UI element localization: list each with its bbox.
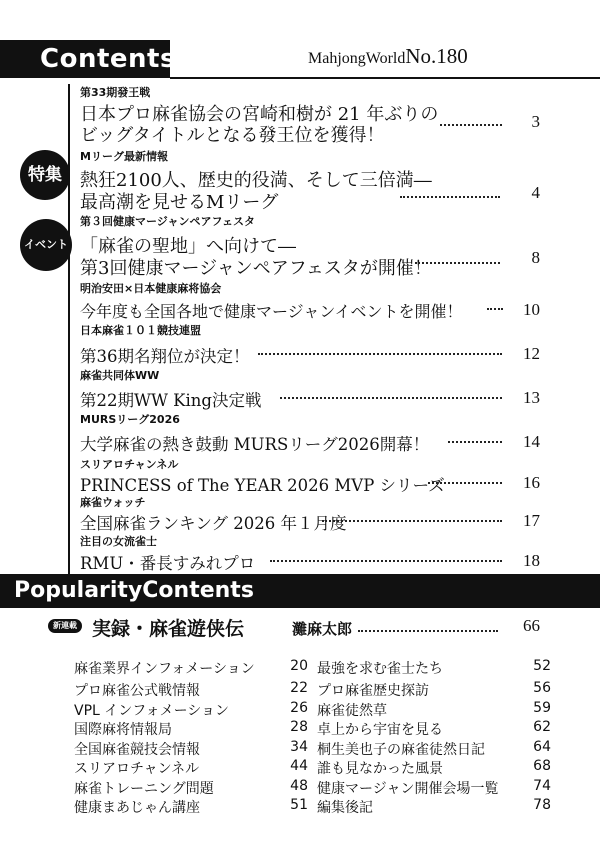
dot-leader (448, 441, 502, 443)
popularity-item[interactable]: VPL インフォメーション (74, 703, 230, 719)
entry-page: 14 (523, 432, 540, 451)
entry-title-line[interactable]: ビッグタイトルとなる發王位を獲得！ (80, 125, 385, 146)
entry-label: MURSリーグ2026 (80, 413, 180, 426)
popularity-item-page: 62 (533, 719, 551, 735)
popularity-item-page: 48 (290, 778, 308, 794)
popularity-item-page: 20 (290, 658, 308, 674)
serial-page: 66 (523, 616, 540, 635)
contents-header: Contents (0, 40, 170, 78)
entry-title-line[interactable]: 全国麻雀ランキング 2026 年１月度 (80, 514, 347, 533)
dot-leader (270, 560, 502, 562)
entry-page: 10 (523, 300, 540, 319)
popularity-item[interactable]: 麻雀トレーニング問題 (74, 781, 214, 797)
dot-leader (440, 124, 502, 126)
entry-label: スリアロチャンネル (80, 458, 179, 471)
entry-title-line[interactable]: 第22期WW King決定戦 (80, 391, 262, 410)
entry-label: Mリーグ最新情報 (80, 150, 168, 163)
entry-label: 麻雀共同体WW (80, 369, 160, 382)
new-serial-badge: 新連載 (48, 619, 82, 633)
entry-label: 麻雀ウォッチ (80, 496, 146, 509)
dot-leader (428, 482, 502, 484)
side-rule (68, 84, 70, 574)
dot-leader (358, 630, 498, 632)
popularity-item-page: 74 (533, 778, 551, 794)
popularity-item[interactable]: 国際麻将情報局 (74, 722, 172, 738)
popularity-header: PopularityContents (0, 574, 600, 608)
dot-leader (280, 397, 502, 399)
popularity-item-page: 44 (290, 758, 308, 774)
popularity-item-page: 52 (533, 658, 551, 674)
entry-title-line[interactable]: 熱狂2100人、歴史的役満、そして三倍満― (80, 170, 432, 191)
popularity-item[interactable]: 卓上から宇宙を見る (317, 722, 443, 738)
popularity-item-page: 26 (290, 700, 308, 716)
popularity-item-page: 34 (290, 739, 308, 755)
entry-page: 17 (523, 511, 540, 530)
popularity-item-page: 28 (290, 719, 308, 735)
popularity-item-page: 59 (533, 700, 551, 716)
entry-title-line[interactable]: 今年度も全国各地で健康マージャンイベントを開催！ (80, 302, 463, 321)
entry-title-line[interactable]: 第36期名翔位が決定！ (80, 347, 250, 366)
entry-label: 第３回健康マージャンペアフェスタ (80, 215, 256, 228)
popularity-item-page: 22 (290, 680, 308, 696)
entry-label: 第33期發王戦 (80, 86, 151, 99)
entry-title-line[interactable]: PRINCESS of The YEAR 2026 MVP シリーズ (80, 476, 445, 495)
issue-number: No.180 (405, 44, 468, 68)
dot-leader (258, 353, 502, 355)
magazine-issue (308, 44, 468, 69)
popularity-item[interactable]: 編集後記 (317, 800, 373, 816)
entry-title-line[interactable]: 第3回健康マージャンペアフェスタが開催！ (80, 258, 432, 279)
popularity-item[interactable]: プロ麻雀歴史探訪 (317, 683, 429, 699)
entry-page: 4 (531, 183, 540, 202)
entry-title-line[interactable]: 最高潮を見せるMリーグ (80, 192, 279, 213)
special-feature-badge: 特集 (20, 150, 70, 200)
entry-label: 注目の女流雀士 (80, 535, 157, 548)
popularity-item[interactable]: 桐生美也子の麻雀徒然日記 (317, 742, 485, 758)
popularity-item[interactable]: 麻雀徒然草 (317, 703, 387, 719)
entry-title-line[interactable]: 大学麻雀の熱き鼓動 MURSリーグ2026開幕！ (80, 435, 430, 454)
serial-author: 灘麻太郎 (292, 620, 353, 638)
popularity-item[interactable]: 全国麻雀競技会情報 (74, 742, 200, 758)
popularity-item[interactable]: 健康マージャン開催会場一覧 (317, 781, 499, 797)
entry-page: 8 (531, 248, 540, 267)
popularity-item-page: 68 (533, 758, 551, 774)
popularity-item[interactable]: 誰も見なかった風景 (317, 761, 443, 777)
dot-leader (322, 520, 502, 522)
header-rule (170, 77, 600, 79)
magazine-name: MahjongWorld (308, 50, 406, 67)
popularity-item-page: 78 (533, 797, 551, 813)
entry-title-line[interactable]: 「麻雀の聖地」へ向けて― (80, 236, 296, 257)
entry-page: 12 (523, 344, 540, 363)
popularity-item[interactable]: 健康まあじゃん講座 (74, 800, 200, 816)
dot-leader (415, 262, 500, 264)
dot-leader (400, 196, 500, 198)
popularity-item[interactable]: スリアロチャンネル (74, 761, 200, 777)
entry-label: 明治安田×日本健康麻将協会 (80, 282, 222, 295)
entry-label: 日本麻雀１０１競技連盟 (80, 324, 201, 337)
popularity-item[interactable]: 麻雀業界インフォメーション (74, 661, 255, 677)
entry-title-line[interactable]: RMU・番長すみれプロ (80, 554, 256, 573)
entry-page: 18 (523, 551, 540, 570)
entry-page: 16 (523, 473, 540, 492)
serial-title[interactable]: 実録・麻雀遊侠伝 (92, 618, 245, 640)
event-badge: イベント (20, 219, 72, 271)
popularity-item-page: 64 (533, 739, 551, 755)
entry-page: 3 (531, 112, 540, 131)
popularity-item-page: 56 (533, 680, 551, 696)
popularity-item[interactable]: 最強を求む雀士たち (317, 661, 443, 677)
popularity-item[interactable]: プロ麻雀公式戦情報 (74, 683, 200, 699)
entry-title-line[interactable]: 日本プロ麻雀協会の宮崎和樹が 21 年ぶりの (80, 104, 439, 125)
entry-page: 13 (523, 388, 540, 407)
popularity-item-page: 51 (290, 797, 308, 813)
